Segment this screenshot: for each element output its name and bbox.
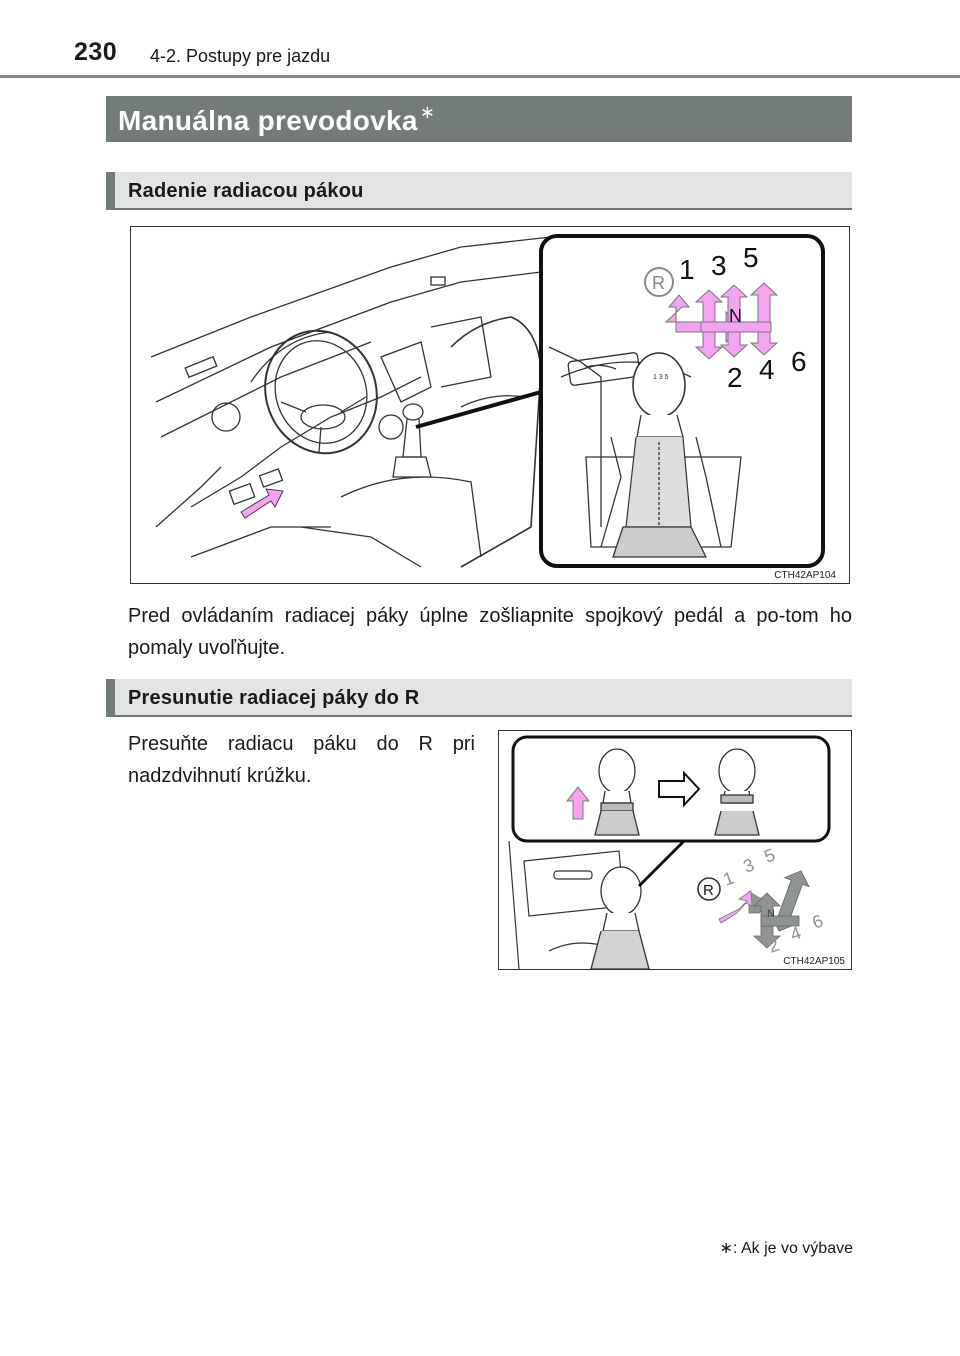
shifting-instruction: Pred ovládaním radiacej páky úplne zošliapnite spojkový pedál a po-tom ho pomaly uvoľňujte.: [128, 605, 852, 659]
gear-label-2: 2: [727, 362, 743, 393]
page-title: [106, 96, 852, 142]
figure-code-reverse: CTH42AP105: [783, 956, 845, 967]
knob-pattern-mark: 1 3 5: [653, 374, 669, 381]
gear-label-3-small: 3: [740, 854, 757, 877]
footnote-marker: ∗: [719, 1240, 733, 1257]
footnote: [720, 1238, 853, 1258]
section-label: 4-2. Postupy pre jazdu: [150, 46, 331, 66]
gear-label-r-small: R: [703, 882, 714, 899]
subheading-shifting: Radenie radiacou pákou: [106, 172, 852, 210]
gear-label-3: 3: [711, 250, 727, 281]
gear-label-5: 5: [743, 242, 759, 273]
figure-reverse-shift: [498, 730, 852, 970]
gear-label-2-small: 2: [765, 934, 782, 957]
reverse-callout-line: [639, 836, 689, 886]
subheading-reverse: Presunutie radiacej páky do R: [106, 679, 852, 717]
gear-label-6-small: 6: [809, 910, 826, 933]
optional-equipment-marker: ∗: [419, 102, 436, 122]
reverse-path-arrow: [719, 891, 752, 923]
gear-label-5-small: 5: [761, 844, 778, 867]
figure-code: CTH42AP104: [774, 570, 836, 581]
footnote-text: : Ak je vo výbave: [732, 1240, 853, 1257]
gear-label-n-small: N: [767, 908, 775, 920]
gear-label-r: R: [652, 273, 665, 293]
reverse-illustration: [499, 731, 852, 970]
gear-label-n: N: [729, 306, 742, 326]
clutch-pointer-arrow: [241, 489, 283, 518]
gear-label-1-small: 1: [720, 867, 737, 890]
figure-shift-lever-cabin: [130, 226, 850, 584]
page-title-text: Manuálna prevodovka: [118, 105, 418, 136]
gear-label-4-small: 4: [787, 922, 804, 945]
header-divider: [0, 75, 960, 78]
gear-label-6: 6: [791, 346, 807, 377]
gear-label-4: 4: [759, 354, 775, 385]
callout-line: [416, 392, 541, 427]
cabin-illustration: [131, 227, 850, 584]
reverse-instruction: Presuňte radiacu páku do R pri nadzdvihnutí krúžku.: [128, 733, 475, 787]
page-number: 230: [74, 38, 118, 66]
gear-label-1: 1: [679, 254, 695, 285]
